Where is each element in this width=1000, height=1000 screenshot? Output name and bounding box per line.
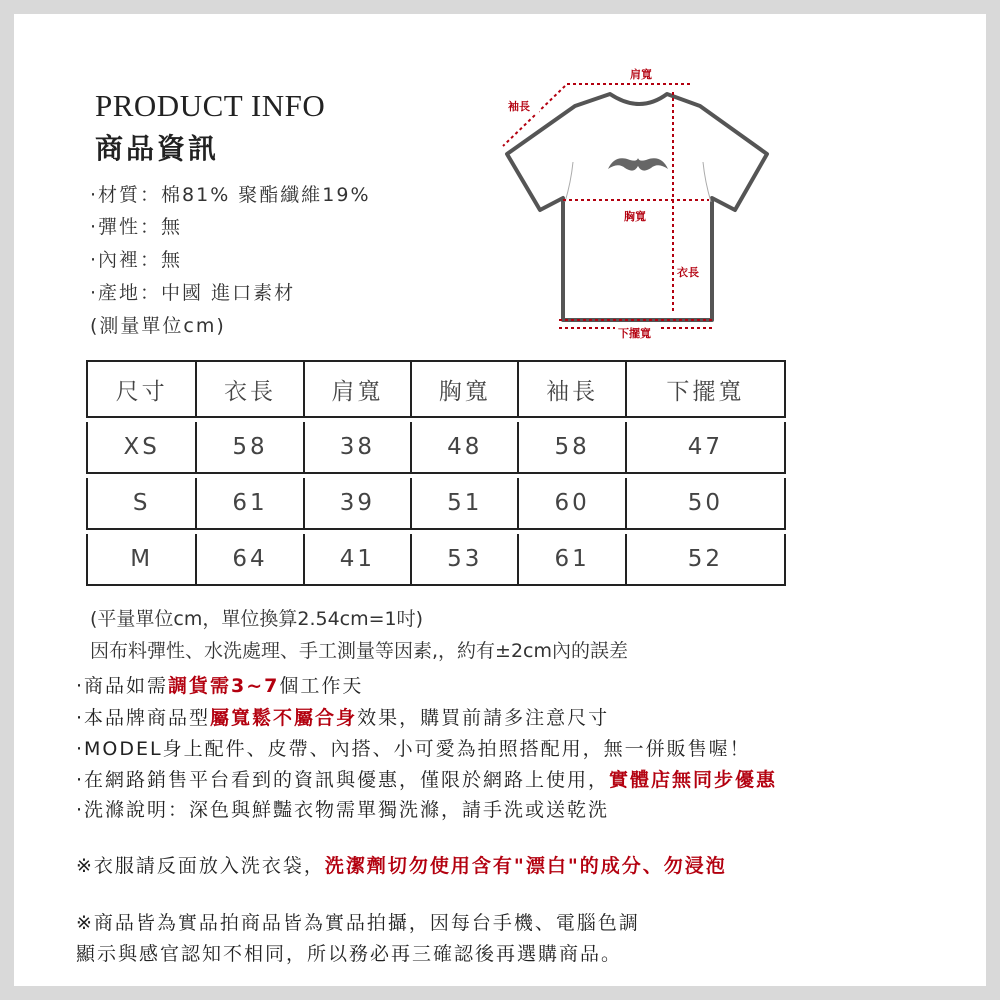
table-cell: 58 [197,422,304,474]
label-length: 衣長 [677,266,699,279]
info-color-disclaimer-1: ※商品皆為實品拍商品皆為實品拍攝，因每台手機、電腦色調 [76,912,640,934]
header-chest: 胸寬 [412,360,519,418]
table-header-row [86,360,786,418]
header-sleeve: 袖長 [519,360,626,418]
table-cell: 38 [305,422,412,474]
table-cell: 50 [627,478,786,530]
header-length: 衣長 [197,360,304,418]
table-cell: 64 [197,534,304,586]
tshirt-diagram [495,62,785,352]
info-washing: ·洗滌說明：深色與鮮豔衣物需單獨洗滌，請手洗或送乾洗 [76,799,610,821]
spec-elasticity: ·彈性：無 [90,216,183,238]
info-color-disclaimer-2: 顯示與感官認知不相同，所以務必再三確認後再選購商品。 [76,943,623,965]
info-restock: ·商品如需調貨需3~7個工作天 [76,675,364,697]
label-hem: 下擺寬 [618,327,651,340]
table-cell: M [86,534,197,586]
table-cell: 52 [627,534,786,586]
label-sleeve: 袖長 [508,100,530,113]
table-cell: 61 [519,534,626,586]
table-row [86,534,786,586]
table-cell: XS [86,422,197,474]
header-shoulder: 肩寬 [305,360,412,418]
info-online-only: ·在網路銷售平台看到的資訊與優惠，僅限於網路上使用，實體店無同步優惠 [76,769,778,791]
spec-unit: (測量單位cm) [90,315,226,337]
info-model-accessories: ·MODEL身上配件、皮帶、內搭、小可愛為拍照搭配用，無一併販售喔！ [76,738,751,760]
header-size: 尺寸 [86,360,197,418]
spec-origin: ·產地：中國 進口素材 [90,282,296,304]
table-cell: 41 [305,534,412,586]
spec-lining: ·內裡：無 [90,249,183,271]
note-unit-conversion: (平量單位cm，單位換算2.54cm=1吋) [90,608,424,630]
info-fit: ·本品牌商品型屬寬鬆不屬合身效果，購買前請多注意尺寸 [76,707,610,729]
table-cell: 60 [519,478,626,530]
table-cell: 47 [627,422,786,474]
table-cell: 61 [197,478,304,530]
size-table [86,360,786,586]
info-laundry-bag: ※衣服請反面放入洗衣袋，洗潔劑切勿使用含有"漂白"的成分、勿浸泡 [76,855,727,877]
table-cell: S [86,478,197,530]
label-chest: 胸寬 [624,210,646,223]
table-cell: 51 [412,478,519,530]
label-shoulder: 肩寬 [630,68,652,81]
table-cell: 58 [519,422,626,474]
table-row [86,422,786,474]
table-cell: 39 [305,478,412,530]
header-hem: 下擺寬 [627,360,786,418]
table-cell: 53 [412,534,519,586]
table-cell: 48 [412,422,519,474]
title-en: PRODUCT INFO [95,88,326,123]
note-tolerance: 因布料彈性、水洗處理、手工測量等因素,，約有±2cm內的誤差 [90,640,629,662]
tshirt-outline [507,94,767,320]
spec-material: ·材質：棉81% 聚酯纖維19% [90,184,371,206]
table-row [86,478,786,530]
title-zh: 商品資訊 [95,132,220,165]
